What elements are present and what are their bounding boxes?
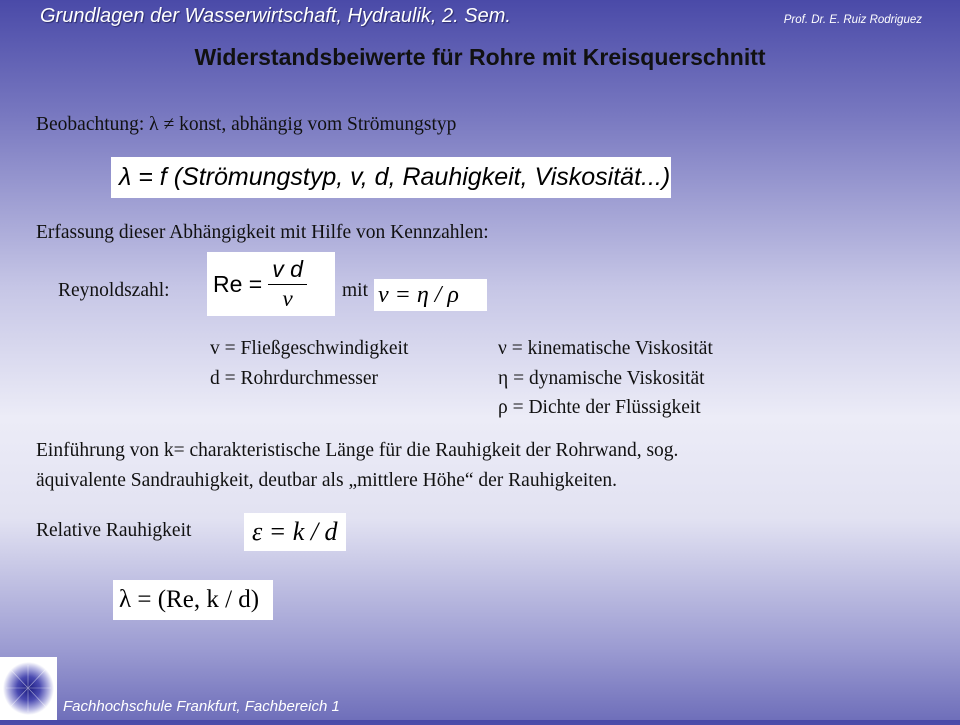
epsilon-formula: ε = k / d	[244, 513, 346, 551]
observation-text: Beobachtung: λ ≠ konst, abhängig vom Strömungstyp	[36, 114, 457, 135]
course-title: Grundlagen der Wasserwirtschaft, Hydraulik, 2. Sem.	[40, 5, 511, 27]
def-kinematic-viscosity: ν = kinematische Viskosität	[498, 338, 713, 359]
formula-general-text: λ = f (Strömungstyp, v, d, Rauhigkeit, Viskosität...)	[119, 163, 671, 191]
reynolds-label: Reynoldszahl:	[58, 280, 170, 301]
def-diameter: d = Rohrdurchmesser	[210, 368, 379, 389]
roughness-text-line1: Einführung von k= charakteristische Länge für die Rauhigkeit der Rohrwand, sog.	[36, 440, 679, 461]
def-density: ρ = Dichte der Flüssigkeit	[498, 397, 701, 418]
def-dynamic-viscosity: η = dynamische Viskosität	[498, 368, 705, 389]
author-label: Prof. Dr. E. Ruiz Rodriguez	[783, 14, 922, 26]
logo-mark-icon	[0, 657, 57, 720]
def-velocity: v = Fließgeschwindigkeit	[210, 338, 409, 359]
roughness-text-line2: äquivalente Sandrauhigkeit, deutbar als „mittlere Höhe“ der Rauhigkeiten.	[36, 470, 618, 491]
reynolds-formula	[207, 252, 335, 316]
footer-institution: Fachhochschule Frankfurt, Fachbereich 1	[63, 698, 340, 715]
mit-label: mit	[342, 280, 369, 301]
slide-title: Widerstandsbeiwerte für Rohre mit Kreisquerschnitt	[194, 44, 766, 70]
relative-roughness-label: Relative Rauhigkeit	[36, 520, 192, 541]
formula-general	[111, 157, 671, 198]
reynolds-lhs: Re =	[213, 270, 263, 297]
reynolds-numerator: v d	[268, 256, 307, 285]
formula-final: λ = (Re, k / d)	[113, 580, 273, 620]
reynolds-fraction	[268, 256, 307, 312]
logo	[0, 657, 57, 720]
reynolds-denominator: ν	[282, 286, 293, 311]
nu-formula: ν = η / ρ	[374, 279, 487, 311]
dependency-intro-text: Erfassung dieser Abhängigkeit mit Hilfe von Kennzahlen:	[36, 222, 489, 243]
